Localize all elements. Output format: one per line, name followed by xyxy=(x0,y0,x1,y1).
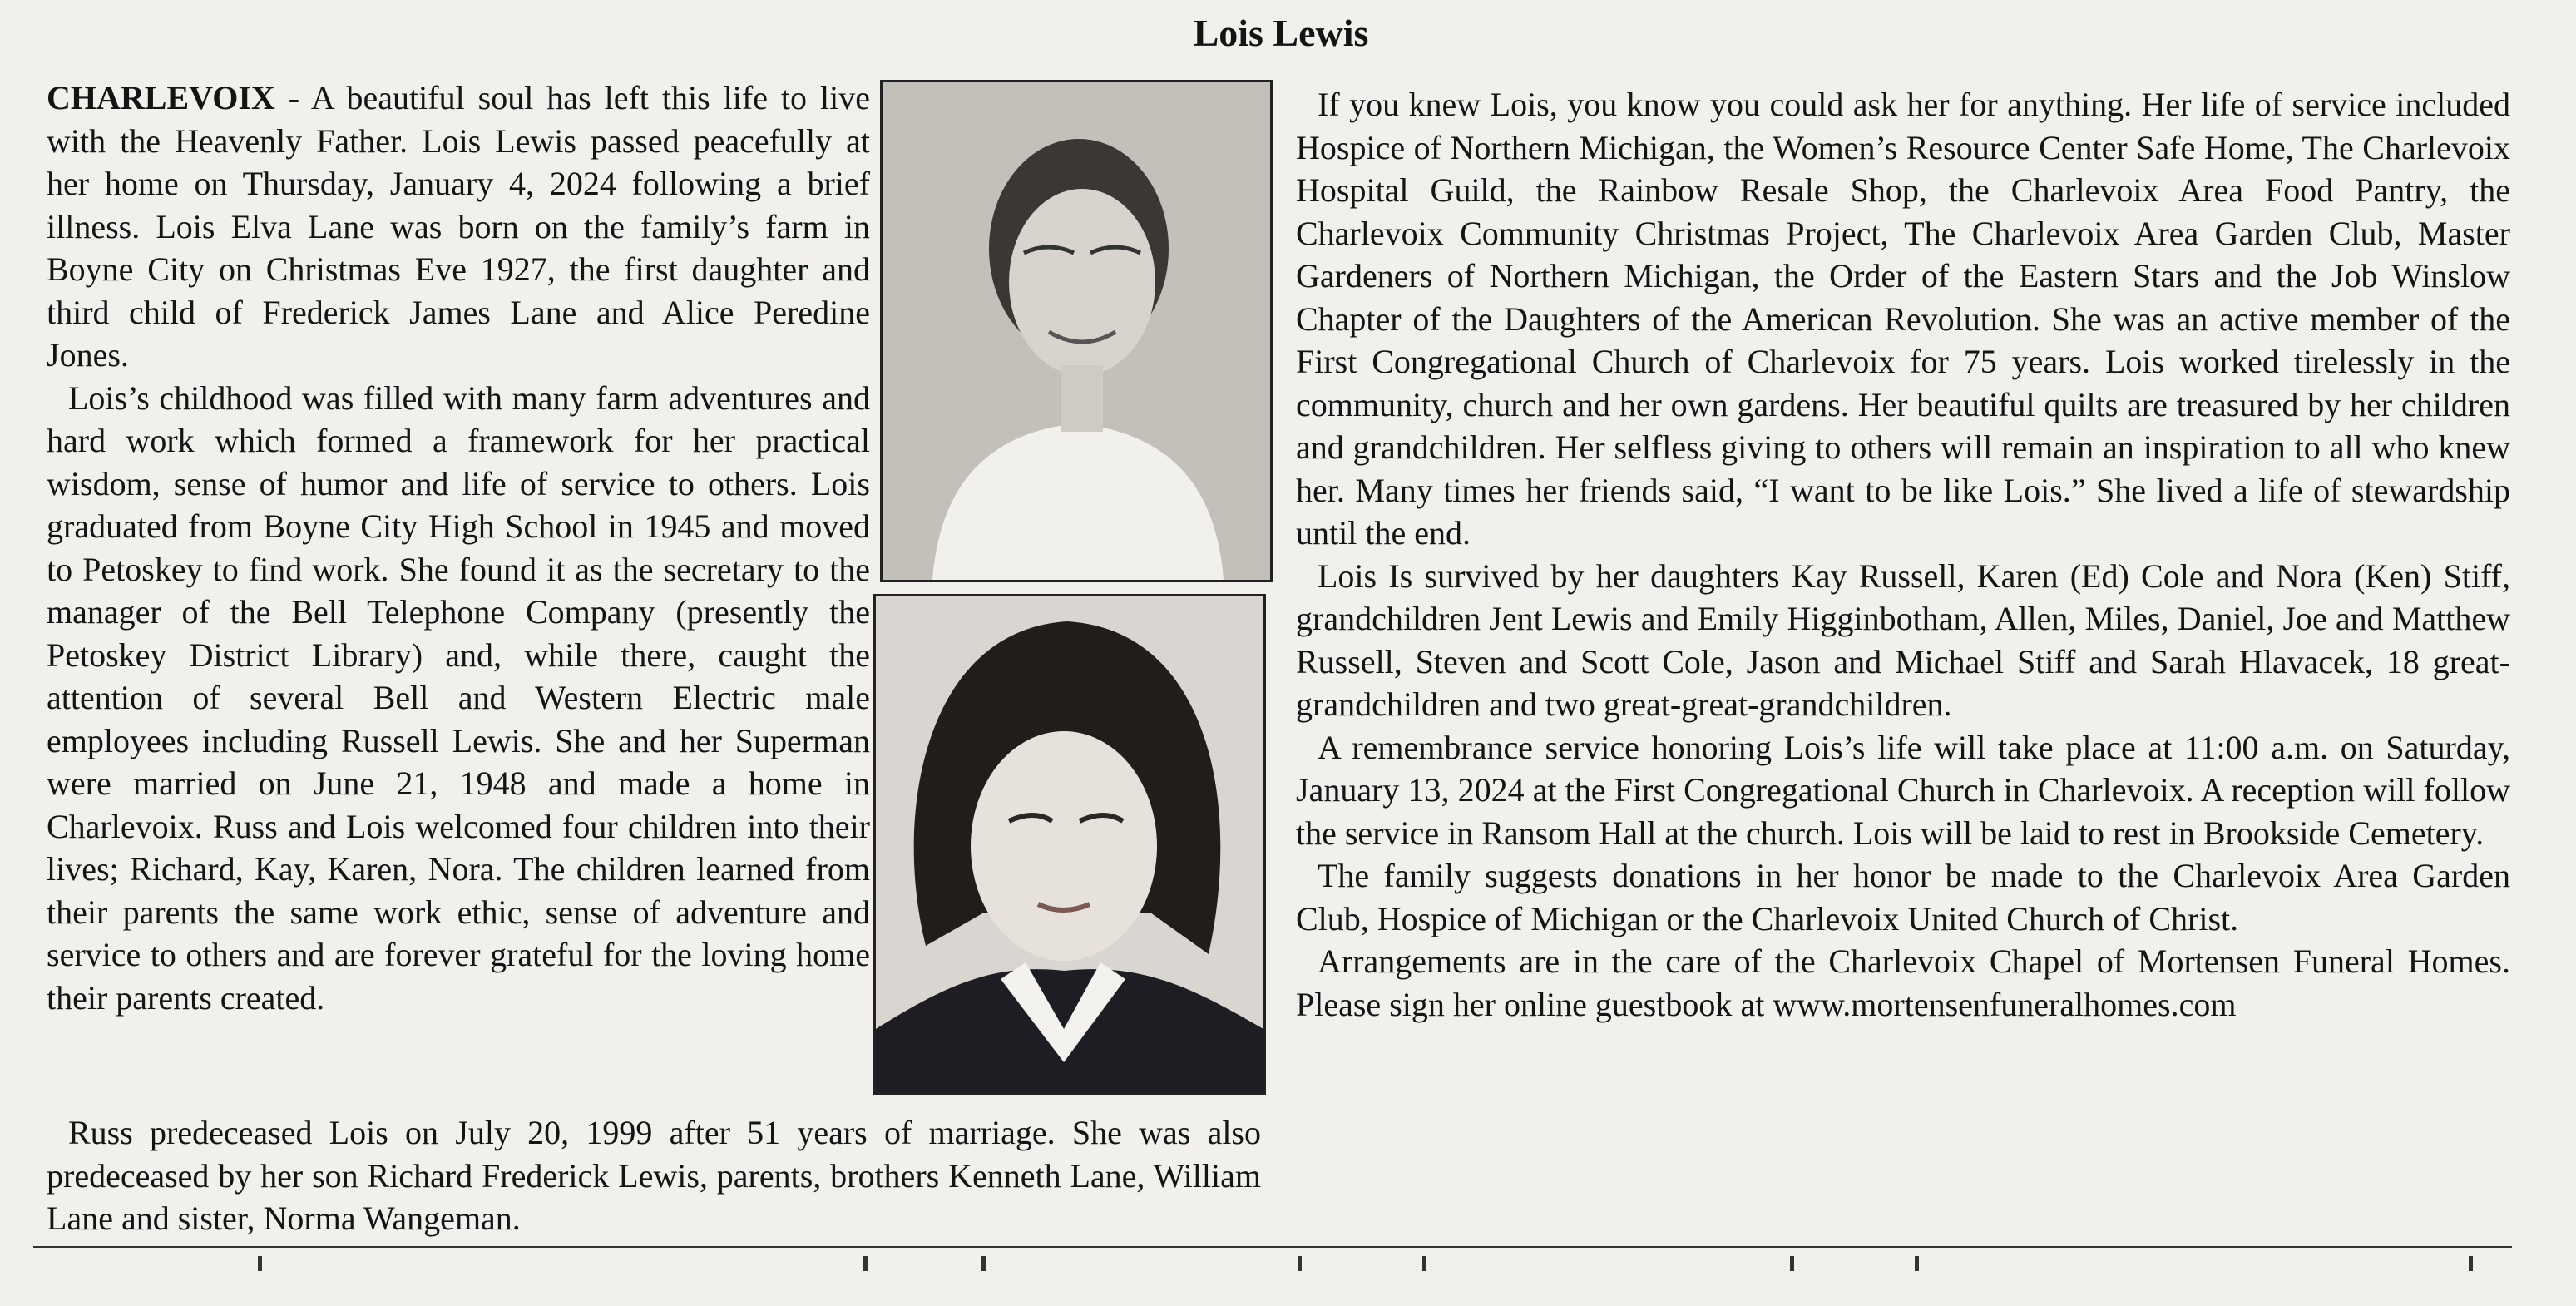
dateline: CHARLEVOIX xyxy=(47,79,275,116)
paragraph-service: If you knew Lois, you know you could ask her for anything. Her life of service included Hospice of Northern Michigan, the Women’s Resource Center Safe Home, The Charlevoix Hospital Guild, the Rainbow Resale Shop, the Charlevoix Area Food Pantry, the Charlevoix Community Christmas Project, The Charlevoix Area Garden Club, Master Gardeners of Northern Michigan, the Order of the Eastern Stars and the Job Winslow Chapter of the Daughters of the American Revolution. She was an active member of the First Congregational Church of Charlevoix for 75 years. Lois worked tirelessly in the community, church and her own gardens. Her beautiful quilts are treasured by her children and grandchildren. Her selfless giving to others will remain an inspiration to all who knew her. Many times her friends said, “I want to be like Lois.” She lived a life of stewardship until the end. xyxy=(1296,86,2510,552)
right-column xyxy=(1296,83,2510,1026)
obituary-title: Lois Lewis xyxy=(1193,12,1369,54)
bottom-rule xyxy=(33,1246,2512,1248)
paragraph-childhood: Lois’s childhood was filled with many farm adventures and hard work which formed a framework for her practical wisdom, sense of humor and life of service to others. Lois graduated from Boyne City High School in 1945 and moved to Petoskey to find work. She found it as the secretary to the manager of the Bell Telephone Company (presently the Petoskey District Library) and, while there, caught the attention of several Bell and Western Electric male employees including Russell Lewis. She and her Superman were married on June 21, 1948 and made a home in Charlevoix. Russ and Lois welcomed four children into their lives; Richard, Kay, Karen, Nora. The children learned from their parents the same work ethic, sense of adventure and service to others and are forever grateful for the loving home their parents created. xyxy=(47,378,870,1017)
paragraph-intro xyxy=(47,77,870,377)
photo-young-portrait xyxy=(873,594,1266,1095)
left-bottom-paragraph xyxy=(47,1111,1261,1240)
print-specks xyxy=(0,1254,2576,1288)
paragraph-survivors: Lois Is survived by her daughters Kay Russell, Karen (Ed) Cole and Nora (Ken) Stiff, grandchildren Jent Lewis and Emily Higginbotham, Allen, Miles, Daniel, Joe and Matthew Russell, Steven and Scott Cole, Jason and Michael Stiff and Sarah Hlavacek, 18 great-grandchildren and two great-great-grandchildren. xyxy=(1296,557,2510,723)
photo-elder-portrait xyxy=(880,80,1273,582)
paragraph-predeceased: Russ predeceased Lois on July 20, 1999 after 51 years of marriage. She was also predeceased by her son Richard Frederick Lewis, parents, brothers Kenneth Lane, William Lane and sister, Norma Wangeman. xyxy=(47,1114,1261,1237)
paragraph-remembrance: A remembrance service honoring Lois’s life will take place at 11:00 a.m. on Saturday, January 13, 2024 at the First Congregational Church in Charlevoix. A reception will follow the service in Ransom Hall at the church. Lois will be laid to rest in Brookside Cemetery. xyxy=(1296,728,2510,852)
paragraph-donations: The family suggests donations in her honor be made to the Charlevoix Area Garden Club, Hospice of Michigan or the Charlevoix United Church of Christ. xyxy=(1296,857,2510,937)
left-column xyxy=(47,77,870,1019)
paragraph-intro-text: - A beautiful soul has left this life to live with the Heavenly Father. Lois Lewis passed peacefully at her home on Thursday, January 4, 2024 following a brief illness. Lois Elva Lane was born on the family’s farm in Boyne City on Christmas Eve 1927, the first daughter and third child of Frederick James Lane and Alice Peredine Jones. xyxy=(47,79,870,373)
paragraph-arrangements: Arrangements are in the care of the Charlevoix Chapel of Mortensen Funeral Homes. Please sign her online guestbook at www.mortensenfuneralhomes.com xyxy=(1296,942,2510,1023)
